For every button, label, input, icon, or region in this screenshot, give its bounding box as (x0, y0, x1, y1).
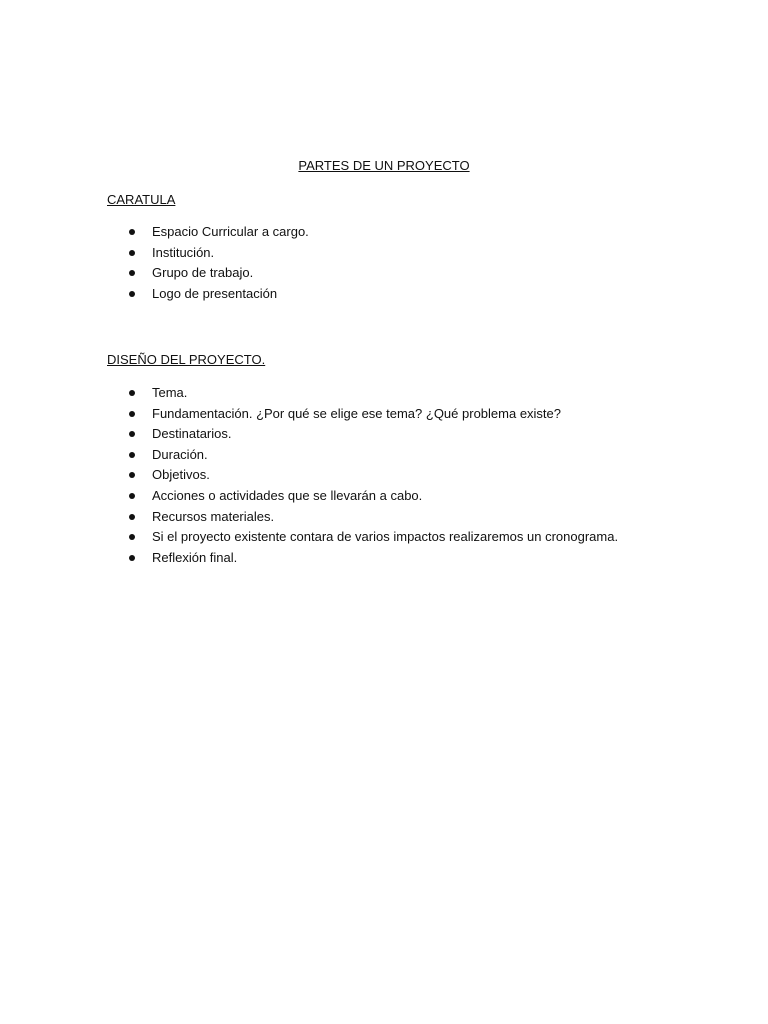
bullet-icon (129, 452, 135, 458)
list-item-text: Recursos materiales. (152, 508, 275, 524)
list-item (0, 245, 309, 266)
bullet-icon (129, 555, 135, 561)
list-item-text: Duración. (152, 446, 208, 462)
list-item (0, 286, 309, 307)
bullet-icon (129, 270, 135, 276)
list-item-text: Logo de presentación (152, 285, 278, 301)
bullet-icon (129, 534, 135, 540)
list-item (0, 550, 618, 571)
list-item (0, 426, 618, 447)
list-item-text: Fundamentación. ¿Por qué se elige ese tema? ¿Qué problema existe? (152, 405, 562, 421)
list-item (0, 265, 309, 286)
document-title: PARTES DE UN PROYECTO (298, 158, 470, 173)
bullet-icon (129, 291, 135, 297)
list-item (0, 467, 618, 488)
bullet-icon (129, 229, 135, 235)
list-item (0, 385, 618, 406)
list-item (0, 509, 618, 530)
bullet-icon (129, 431, 135, 437)
list-item (0, 224, 309, 245)
caratula-bullet-list (0, 224, 309, 306)
bullet-icon (129, 411, 135, 417)
bullet-icon (129, 472, 135, 478)
list-item (0, 529, 618, 550)
list-item-text: Destinatarios. (152, 426, 232, 442)
section-heading-caratula: CARATULA (107, 192, 176, 207)
bullet-icon (129, 250, 135, 256)
list-item-text: Tema. (152, 385, 188, 400)
list-item-text: Objetivos. (152, 467, 210, 483)
diseno-bullet-list (0, 385, 618, 570)
list-item (0, 488, 618, 509)
list-item-text: Institución. (152, 244, 215, 260)
bullet-icon (129, 493, 135, 499)
bullet-icon (129, 514, 135, 520)
list-item-text: Reflexión final. (152, 549, 238, 565)
list-item-text: Grupo de trabajo. (152, 265, 254, 281)
list-item-text: Si el proyecto existente contara de varios impactos realizaremos un cronograma. (152, 529, 619, 545)
list-item-text: Espacio Curricular a cargo. (152, 224, 309, 239)
bullet-icon (129, 390, 135, 396)
list-item (0, 406, 618, 427)
list-item (0, 447, 618, 468)
list-item-text: Acciones o actividades que se llevarán a cabo. (152, 487, 423, 503)
section-heading-diseno: DISEÑO DEL PROYECTO. (107, 352, 266, 367)
